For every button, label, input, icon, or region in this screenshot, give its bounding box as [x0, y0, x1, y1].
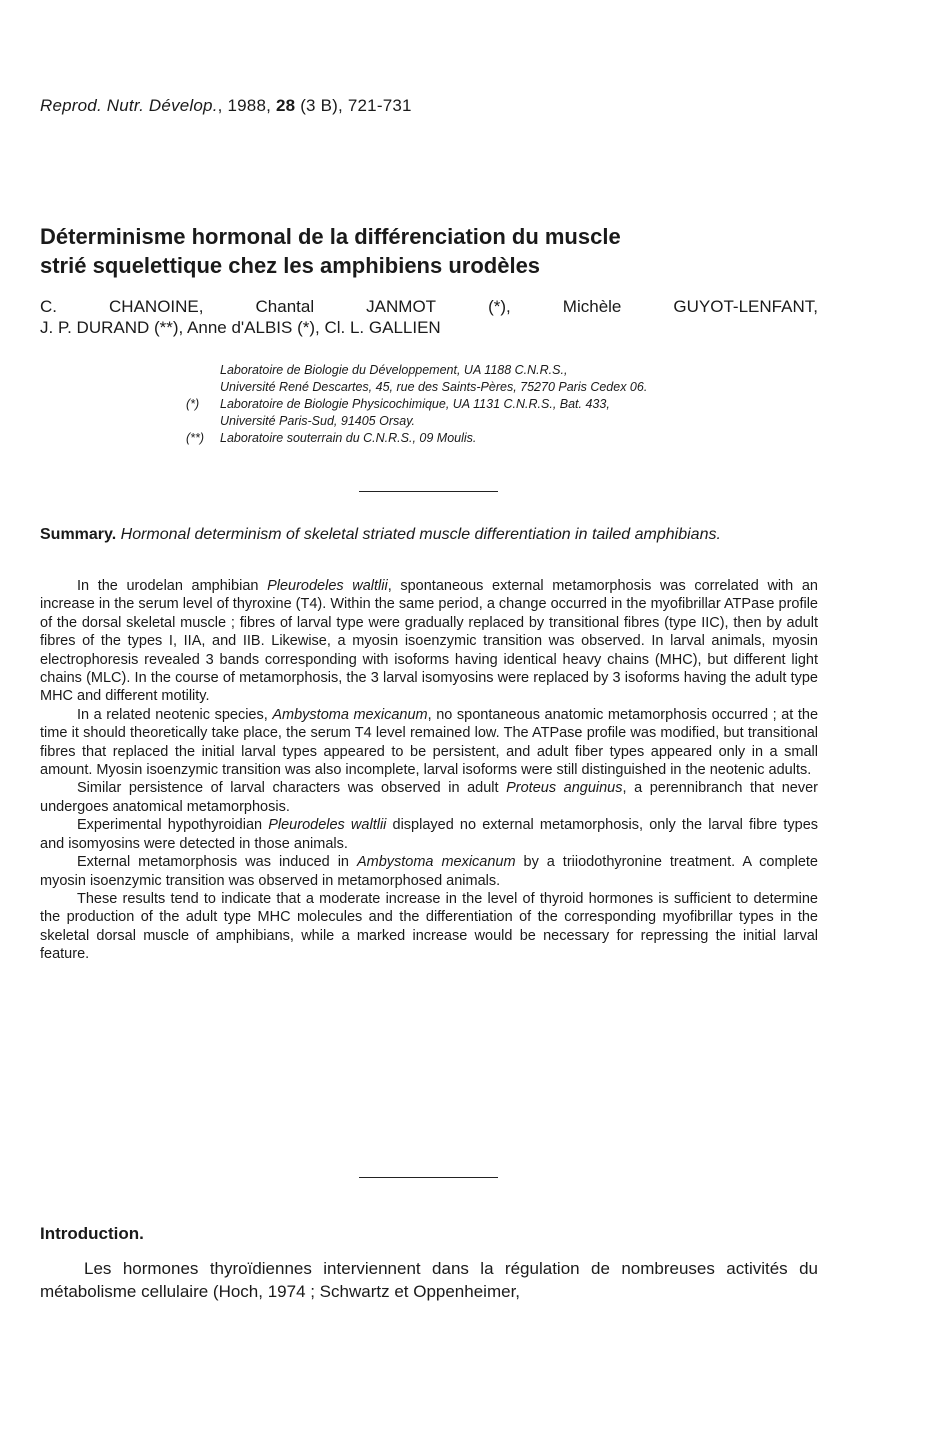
journal-reference: [40, 96, 412, 116]
paragraph-text: In the urodelan amphibian: [77, 578, 268, 594]
author-line-1: [40, 296, 818, 317]
author-token: CHANOINE,: [109, 297, 204, 316]
paragraph-text: , no spontaneous anatomic metamorphosis occurred ; at the time it should theoretically take place, the serum T4 level remained low. The ATPase profile was modified, but transitional fibres that replaced the initial larval types appeared to be persistent, and adult fiber types appeared only in a small amount. Myosin isoenzymic transition was also incomplete, larval isoforms were still distinguished in the neotenic adults.: [40, 706, 819, 779]
affiliations: [186, 362, 826, 447]
section-divider: [359, 1177, 498, 1178]
paragraph-text: displayed no external metamorphosis, only the larval fibre types and isomyosins were detected in those animals.: [40, 817, 819, 852]
paper-title: [40, 222, 818, 280]
author-token: Chantal: [255, 297, 315, 316]
affiliation-text: Laboratoire de Biologie du Développement, UA 1188 C.N.R.S.,: [220, 363, 568, 377]
journal-year: , 1988,: [217, 96, 276, 115]
affiliation-marker: (**): [186, 431, 205, 445]
summary-paragraph: [40, 577, 818, 706]
affiliation-marker: (*): [186, 397, 200, 411]
species-name: Pleurodeles waltlii: [268, 817, 387, 834]
section-divider: [359, 491, 498, 492]
affiliation-line: [186, 430, 826, 447]
affiliation-line: [186, 413, 826, 430]
species-name: Pleurodeles waltlii: [267, 578, 388, 594]
summary-paragraph: [40, 706, 818, 780]
summary-paragraph: [40, 779, 818, 816]
paragraph-text: In a related neotenic species,: [77, 706, 273, 723]
paragraph-text: , spontaneous external metamorphosis was correlated with an increase in the serum level of thyroxine (T4). Within the same period, a change occurred in the myofibrillar ATPase profile of the dorsal skeletal muscle ; fibres of larval type were gradually replaced by transitional fibres (type IIC), then by adult fibres of the types I, IIA, and IIB. Likewise, a myosin isoenzymic transition was observed. In larval animals, myosin electrophoresis revealed 3 bands corresponding with isoforms having identical heavy chains (MHC), but different light chains (MLC). In the course of metamorphosis, the 3 larval isomyosins were replaced by 3 isoforms having the adult type MHC and different motility.: [40, 578, 818, 705]
summary-paragraph: [40, 853, 818, 890]
journal-issue-pages: (3 B), 721-731: [295, 96, 412, 115]
affiliation-text: Laboratoire de Biologie Physicochimique, UA 1131 C.N.R.S., Bat. 433,: [220, 397, 610, 411]
paragraph-text: These results tend to indicate that a moderate increase in the level of thyroid hormones is sufficient to determine the production of the adult type MHC molecules and the differentiation of the corresponding myofibrillar types in the skeletal dorsal muscle of amphibians, while a marked increase would be necessary for repressing the initial larval feature.: [40, 890, 818, 963]
summary-title: Hormonal determinism of skeletal striated muscle differentiation in tailed amphibians.: [120, 526, 721, 543]
author-token: C.: [40, 297, 57, 316]
journal-volume: 28: [275, 96, 296, 115]
introduction-heading: Introduction.: [40, 1224, 144, 1243]
title-line-2: strié squelettique chez les amphibiens urodèles: [40, 253, 541, 278]
affiliation-text: Université Paris-Sud, 91405 Orsay.: [220, 414, 415, 428]
paragraph-text: Experimental hypothyroidian: [77, 817, 269, 834]
affiliation-line: [186, 362, 826, 379]
species-name: Ambystoma mexicanum: [272, 706, 428, 723]
paragraph-text: External metamorphosis was induced in: [77, 854, 357, 871]
species-name: Ambystoma mexicanum: [356, 854, 516, 871]
summary-paragraph: [40, 890, 818, 964]
title-line-1: Déterminisme hormonal de la différenciation du muscle: [40, 224, 621, 249]
author-token: Michèle: [562, 297, 622, 316]
affiliation-line: [186, 379, 826, 396]
affiliation-line: [186, 396, 826, 413]
author-list: [40, 296, 818, 338]
paragraph-text: Similar persistence of larval characters was observed in adult: [77, 780, 507, 797]
introduction-body: [40, 1257, 818, 1303]
species-name: Proteus anguinus: [506, 780, 623, 797]
author-token: JANMOT: [366, 297, 437, 316]
affiliation-text: Université René Descartes, 45, rue des Saints-Pères, 75270 Paris Cedex 06.: [220, 380, 648, 394]
summary-label: Summary.: [40, 526, 117, 543]
author-token: GUYOT-LENFANT,: [673, 297, 818, 316]
journal-name: Reprod. Nutr. Dévelop.: [40, 96, 218, 115]
affiliation-text: Laboratoire souterrain du C.N.R.S., 09 Moulis.: [220, 431, 477, 445]
summary-body: [40, 577, 818, 964]
summary-heading: [40, 525, 818, 545]
summary-paragraph: [40, 816, 818, 853]
author-token: (*),: [488, 297, 511, 316]
author-line-2: J. P. DURAND (**), Anne d'ALBIS (*), Cl. L. GALLIEN: [40, 318, 441, 337]
introduction-paragraph: Les hormones thyroïdiennes interviennent dans la régulation de nombreuses activités du métabolisme cellulaire (Hoch, 1974 ; Schwartz et Oppenheimer,: [40, 1259, 818, 1301]
paragraph-text: , a perennibranch that never undergoes anatomical metamorphosis.: [40, 780, 818, 815]
paragraph-text: by a triiodothyronine treatment. A complete myosin isoenzymic transition was observed in metamorphosed animals.: [40, 854, 818, 889]
